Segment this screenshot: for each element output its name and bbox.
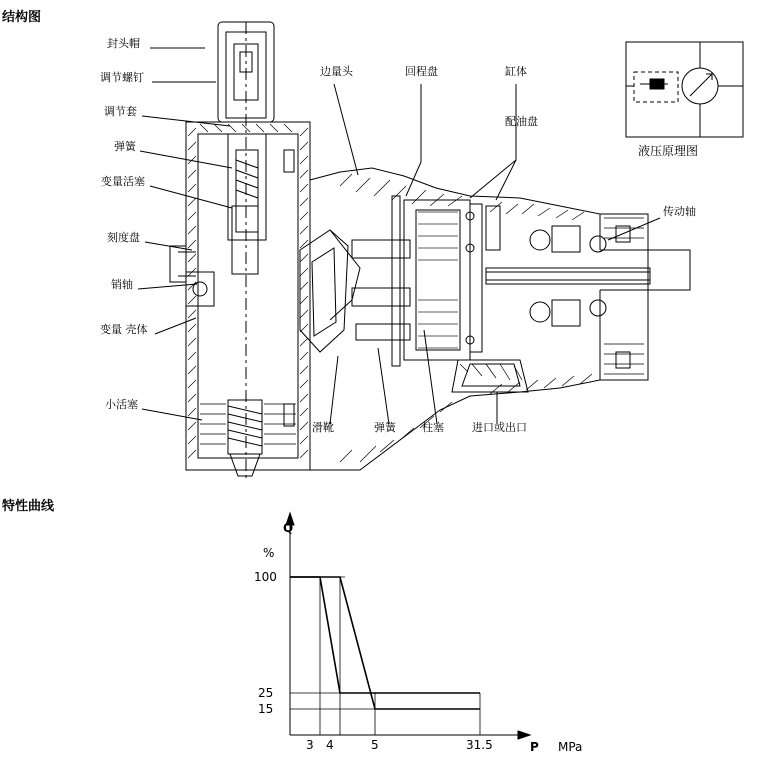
label-variable-piston: 变量活塞: [101, 175, 145, 188]
label-adjust-screw: 调节螺钉: [100, 71, 144, 84]
chart-ytick-15: 15: [258, 702, 274, 716]
inset-caption-hydraulic-schematic: 液压原理图: [638, 144, 699, 158]
label-edge-head: 边量头: [320, 65, 353, 78]
chart-xlabel: P: [530, 740, 539, 754]
characteristic-curve-chart: [230, 505, 560, 755]
chart-ytick-100: 100: [254, 570, 277, 584]
chart-ylabel: Q: [283, 521, 294, 535]
chart-xtick-3: 3: [306, 738, 314, 752]
section-title-structure: 结构图: [2, 10, 42, 25]
label-inlet-outlet: 进口或出口: [472, 421, 527, 434]
label-spring-bottom: 弹簧: [374, 421, 396, 434]
chart-xtick-31-5: 31.5: [466, 738, 493, 752]
label-return-plate: 回程盘: [405, 65, 438, 78]
label-valve-plate: 配油盘: [505, 115, 538, 128]
label-slipper: 滑靴: [312, 421, 334, 434]
chart-xunit: MPa: [558, 740, 583, 754]
label-cylinder-block: 缸体: [505, 65, 527, 78]
chart-xtick-4: 4: [326, 738, 334, 752]
label-spring-left: 弹簧: [114, 140, 136, 153]
chart-ytick-25: 25: [258, 686, 274, 700]
label-variable-housing: 变量 壳体: [100, 323, 148, 336]
label-dial-plate: 刻度盘: [107, 231, 140, 244]
label-adjust-sleeve: 调节套: [104, 105, 137, 118]
label-pin-shaft: 销轴: [111, 278, 133, 291]
chart-xtick-5: 5: [371, 738, 379, 752]
label-plunger: 柱塞: [422, 421, 444, 434]
hydraulic-schematic-inset: [626, 42, 743, 137]
section-title-curve: 特性曲线: [2, 499, 55, 514]
label-drive-shaft: 传动轴: [663, 205, 696, 218]
label-small-piston: 小活塞: [105, 398, 138, 411]
chart-yunit: %: [263, 546, 275, 560]
label-cap-nut: 封头帽: [107, 37, 140, 50]
